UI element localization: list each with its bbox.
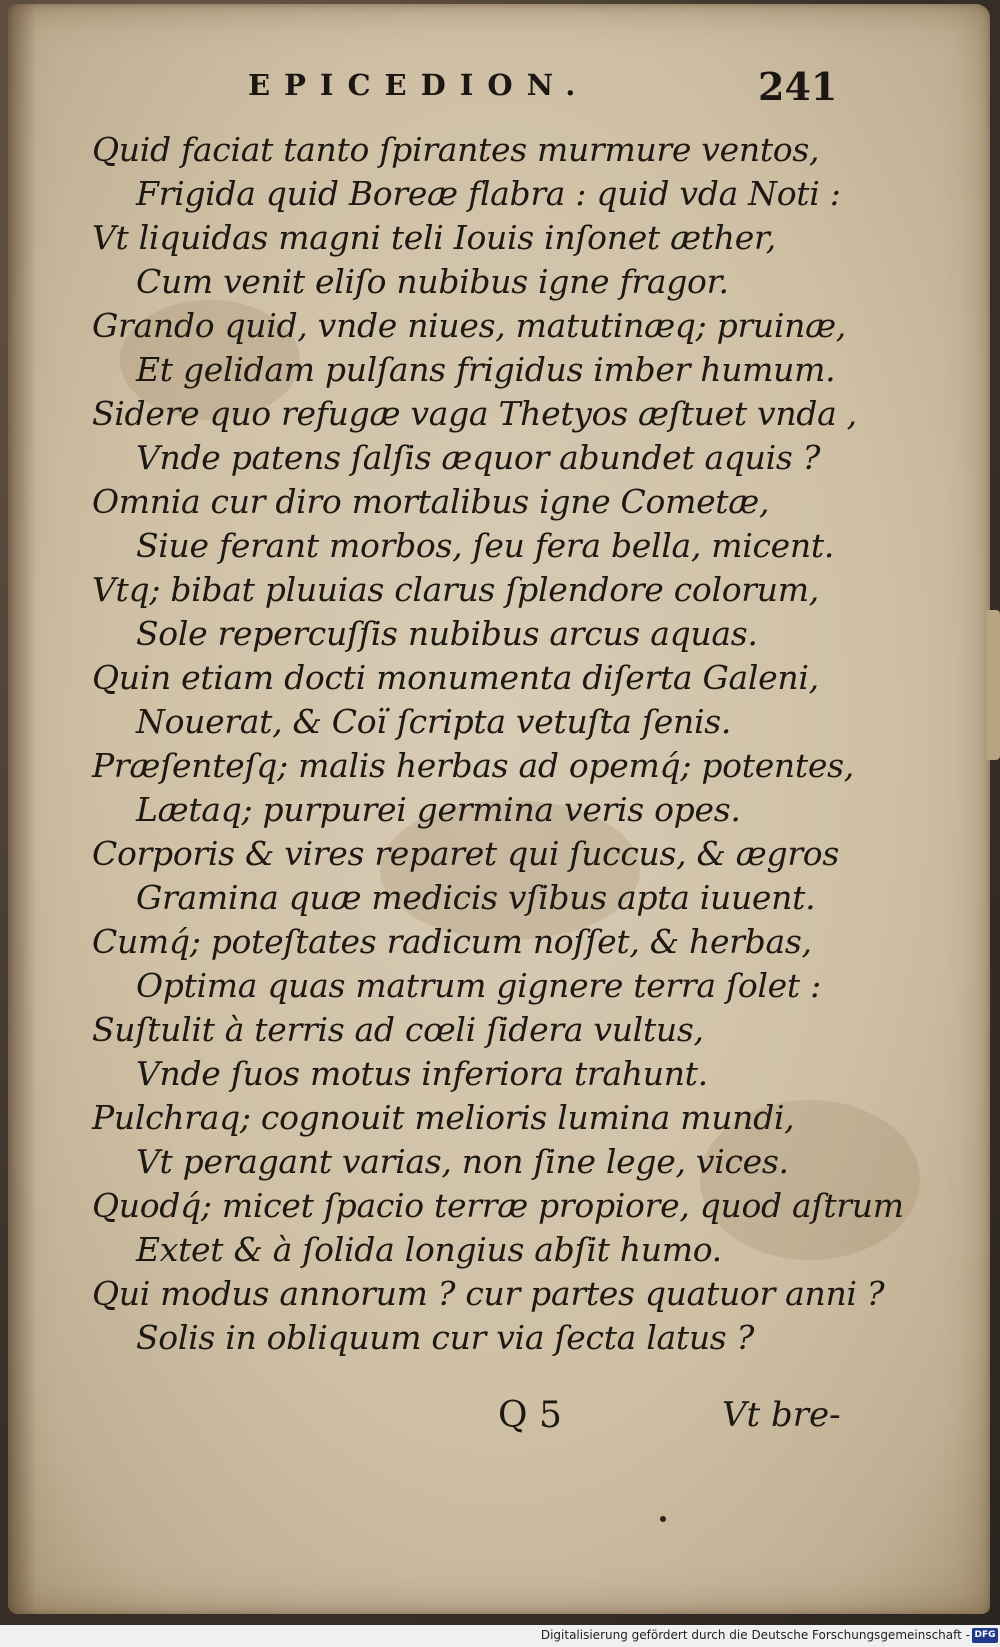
ink-speck [660,1516,666,1522]
verse-line: Optima quas matrum gignere terra ſolet : [136,966,821,1005]
page-header [0,64,1000,118]
verse-line: Cum venit eliſo nubibus igne fragor. [136,262,729,301]
page-gutter-shadow [8,4,36,1614]
catchword: Vt bre- [722,1395,841,1435]
verse-line: Siue ferant morbos, ſeu fera bella, micent. [136,526,835,565]
dfg-logo: DFG [972,1628,998,1643]
verse-line: Omnia cur diro mortalibus igne Cometæ, [92,482,770,521]
page-edge [986,610,1000,760]
page-footer [0,1395,1000,1455]
verse-line: Cumq́; poteſtates radicum noſſet, & herbas, [92,922,812,961]
verse-line: Qui modus annorum ? cur partes quatuor anni ? [92,1274,885,1313]
verse-line: Lætaq; purpurei germina veris opes. [136,790,741,829]
verse-line: Sidere quo refugæ vaga Thetyos æſtuet vnda , [92,394,857,433]
verse-line: Sole repercuſſis nubibus arcus aquas. [136,614,758,653]
verse-line: Vt liquidas magni teli Iouis inſonet æther, [92,218,776,257]
verse-line: Præſenteſq; malis herbas ad opemq́; potentes, [92,746,854,785]
verse-line: Gramina quæ medicis vſibus apta iuuent. [136,878,816,917]
verse-line: Frigida quid Boreæ flabra : quid vda Noti : [136,174,841,213]
credit-bar [0,1625,1000,1647]
verse-line: Quin etiam docti monumenta diſerta Galeni, [92,658,819,697]
verse-line: Vnde ſuos motus inferiora trahunt. [136,1054,708,1093]
verse-line: Extet & à ſolida longius abſit humo. [136,1230,722,1269]
signature-mark: Q 5 [498,1395,562,1436]
verse-line: Suſtulit à terris ad cœli ſidera vultus, [92,1010,704,1049]
verse-line: Corporis & vires reparet qui ſuccus, & ægros [92,834,839,873]
credit-text: Digitalisierung gefördert durch die Deutsche Forschungsgemeinschaft - [540,1628,970,1642]
running-head: EPICEDION. [248,68,590,102]
verse-line: Pulchraq; cognouit melioris lumina mundi, [92,1098,795,1137]
verse-line: Vt peragant varias, non ſine lege, vices. [136,1142,789,1181]
verse-line: Et gelidam pulſans frigidus imber humum. [136,350,836,389]
verse-line: Vnde patens ſalſis æquor abundet aquis ? [136,438,821,477]
verse-line: Vtq; bibat pluuias clarus ſplendore colorum, [92,570,819,609]
verse-line: Solis in obliquum cur via ſecta latus ? [136,1318,754,1357]
verse-line: Nouerat, & Coï ſcripta vetuſta ſenis. [136,702,732,741]
page-number: 241 [758,64,838,109]
verse-line: Grando quid, vnde niues, matutinæq; pruinæ, [92,306,846,345]
verse-line: Quodq́; micet ſpacio terræ propiore, quod aſtrum [92,1186,904,1225]
verse-line: Quid faciat tanto ſpirantes murmure ventos, [92,130,820,169]
